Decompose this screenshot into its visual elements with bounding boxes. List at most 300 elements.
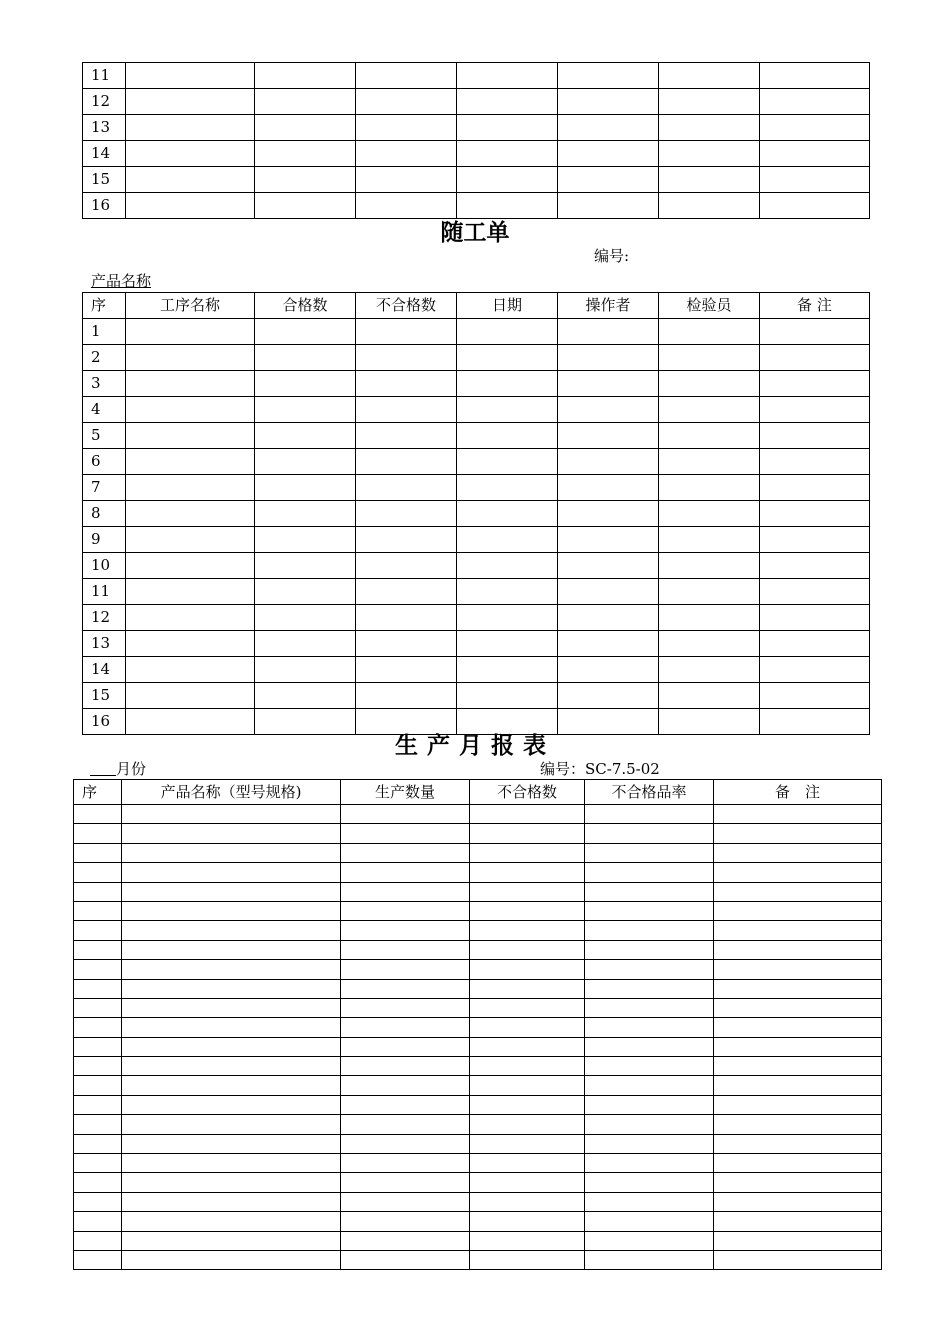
table-cell bbox=[470, 901, 585, 920]
table-row bbox=[83, 579, 870, 605]
table-cell bbox=[585, 1095, 714, 1114]
table-cell bbox=[470, 1250, 585, 1269]
table-cell bbox=[74, 1037, 122, 1056]
table-row bbox=[74, 979, 882, 998]
table-cell bbox=[714, 805, 882, 824]
table-cell bbox=[760, 89, 870, 115]
table-cell bbox=[122, 921, 341, 940]
table-cell bbox=[126, 501, 255, 527]
table-cell bbox=[457, 631, 558, 657]
table-cell bbox=[356, 449, 457, 475]
table-cell bbox=[585, 1250, 714, 1269]
table-cell bbox=[457, 319, 558, 345]
table-cell bbox=[74, 979, 122, 998]
table-cell bbox=[122, 1192, 341, 1211]
table-cell bbox=[356, 319, 457, 345]
table-row bbox=[83, 89, 870, 115]
table-cell bbox=[122, 1018, 341, 1037]
table-cell bbox=[585, 1057, 714, 1076]
table-cell bbox=[122, 1173, 341, 1192]
row-number: 14 bbox=[83, 141, 126, 167]
table-row bbox=[74, 824, 882, 843]
table-cell bbox=[714, 1154, 882, 1173]
header-qualified: 合格数 bbox=[255, 293, 356, 319]
table-cell bbox=[74, 805, 122, 824]
table-cell bbox=[74, 1250, 122, 1269]
table-cell bbox=[760, 501, 870, 527]
table-cell bbox=[760, 449, 870, 475]
header-inspector: 检验员 bbox=[659, 293, 760, 319]
table-row bbox=[83, 527, 870, 553]
table-cell bbox=[659, 553, 760, 579]
table-cell bbox=[585, 882, 714, 901]
table-row bbox=[74, 921, 882, 940]
table-cell bbox=[585, 901, 714, 920]
table-row bbox=[74, 1076, 882, 1095]
table-row bbox=[74, 1115, 882, 1134]
table-cell bbox=[585, 1134, 714, 1153]
table-row bbox=[83, 683, 870, 709]
table-cell bbox=[470, 1231, 585, 1250]
table-cell bbox=[659, 657, 760, 683]
row-number: 9 bbox=[83, 527, 126, 553]
row-number: 3 bbox=[83, 371, 126, 397]
header-remarks: 备 注 bbox=[714, 780, 882, 805]
table-cell bbox=[122, 940, 341, 959]
table-cell bbox=[74, 1154, 122, 1173]
table-cell bbox=[585, 1076, 714, 1095]
table-cell bbox=[341, 1115, 470, 1134]
table-cell bbox=[457, 397, 558, 423]
table-row bbox=[83, 553, 870, 579]
table-cell bbox=[126, 319, 255, 345]
table-cell bbox=[457, 141, 558, 167]
row-number: 8 bbox=[83, 501, 126, 527]
table-cell bbox=[341, 1057, 470, 1076]
table-cell bbox=[558, 449, 659, 475]
table-cell bbox=[341, 1095, 470, 1114]
table-cell bbox=[341, 1076, 470, 1095]
table-cell bbox=[255, 501, 356, 527]
table-row bbox=[74, 1173, 882, 1192]
table-cell bbox=[255, 449, 356, 475]
table-cell bbox=[558, 605, 659, 631]
table-cell bbox=[74, 940, 122, 959]
table-row bbox=[83, 345, 870, 371]
table-cell bbox=[122, 843, 341, 862]
table-cell bbox=[341, 1250, 470, 1269]
table-cell bbox=[714, 1018, 882, 1037]
table-cell bbox=[341, 1018, 470, 1037]
table-cell bbox=[585, 1115, 714, 1134]
table-cell bbox=[255, 89, 356, 115]
table-cell bbox=[356, 345, 457, 371]
table-cell bbox=[470, 960, 585, 979]
table-row bbox=[83, 501, 870, 527]
continued-table bbox=[82, 62, 870, 219]
header-production-qty: 生产数量 bbox=[341, 780, 470, 805]
table-cell bbox=[558, 683, 659, 709]
table-cell bbox=[558, 63, 659, 89]
table-cell bbox=[585, 843, 714, 862]
table-cell bbox=[714, 882, 882, 901]
table-cell bbox=[74, 960, 122, 979]
table-cell bbox=[558, 553, 659, 579]
table-cell bbox=[122, 1037, 341, 1056]
table-cell bbox=[470, 1037, 585, 1056]
monthly-report-table bbox=[73, 779, 882, 1270]
table-cell bbox=[356, 63, 457, 89]
table-cell bbox=[714, 1212, 882, 1231]
header-defect-rate: 不合格品率 bbox=[585, 780, 714, 805]
table-cell bbox=[341, 1154, 470, 1173]
row-number: 16 bbox=[83, 709, 126, 735]
table-cell bbox=[714, 1037, 882, 1056]
table-cell bbox=[126, 605, 255, 631]
table-cell bbox=[457, 657, 558, 683]
table-row bbox=[74, 1095, 882, 1114]
table-cell bbox=[255, 553, 356, 579]
row-number: 12 bbox=[83, 89, 126, 115]
table-cell bbox=[341, 1037, 470, 1056]
row-number: 15 bbox=[83, 167, 126, 193]
table-cell bbox=[341, 1173, 470, 1192]
table-cell bbox=[74, 998, 122, 1017]
row-number: 6 bbox=[83, 449, 126, 475]
table-row bbox=[83, 141, 870, 167]
monthly-header-row bbox=[74, 780, 882, 805]
table-cell bbox=[122, 1057, 341, 1076]
table-cell bbox=[341, 940, 470, 959]
table-row bbox=[74, 1037, 882, 1056]
table-cell bbox=[558, 631, 659, 657]
table-cell bbox=[659, 319, 760, 345]
table-cell bbox=[341, 805, 470, 824]
table-cell bbox=[585, 960, 714, 979]
table-cell bbox=[659, 63, 760, 89]
table-row bbox=[83, 631, 870, 657]
table-cell bbox=[74, 921, 122, 940]
table-cell bbox=[470, 863, 585, 882]
table-cell bbox=[659, 345, 760, 371]
table-cell bbox=[341, 824, 470, 843]
table-row bbox=[83, 63, 870, 89]
table-row bbox=[83, 657, 870, 683]
table-cell bbox=[122, 901, 341, 920]
table-cell bbox=[255, 605, 356, 631]
table-cell bbox=[457, 89, 558, 115]
table-cell bbox=[558, 167, 659, 193]
table-cell bbox=[714, 1076, 882, 1095]
monthly-report-title: 生产月报表 bbox=[395, 732, 555, 759]
table-cell bbox=[356, 371, 457, 397]
table-cell bbox=[341, 921, 470, 940]
table-cell bbox=[714, 1095, 882, 1114]
table-cell bbox=[659, 501, 760, 527]
table-row bbox=[74, 1231, 882, 1250]
table-cell bbox=[122, 1134, 341, 1153]
table-row bbox=[74, 863, 882, 882]
table-cell bbox=[760, 345, 870, 371]
row-number: 14 bbox=[83, 657, 126, 683]
table-cell bbox=[760, 371, 870, 397]
table-cell bbox=[457, 167, 558, 193]
table-row bbox=[74, 1154, 882, 1173]
table-row bbox=[74, 843, 882, 862]
table-cell bbox=[659, 527, 760, 553]
monthly-report-code-label: 编号：SC-7.5-02 bbox=[540, 760, 660, 778]
table-cell bbox=[585, 1154, 714, 1173]
table-cell bbox=[558, 115, 659, 141]
table-cell bbox=[122, 1212, 341, 1231]
table-cell bbox=[255, 683, 356, 709]
table-cell bbox=[74, 1192, 122, 1211]
table-cell bbox=[356, 683, 457, 709]
table-cell bbox=[585, 805, 714, 824]
row-number: 15 bbox=[83, 683, 126, 709]
table-row bbox=[83, 605, 870, 631]
table-cell bbox=[341, 1231, 470, 1250]
table-cell bbox=[714, 1173, 882, 1192]
table-cell bbox=[470, 940, 585, 959]
row-number: 2 bbox=[83, 345, 126, 371]
table-cell bbox=[255, 63, 356, 89]
table-cell bbox=[470, 979, 585, 998]
table-cell bbox=[74, 1231, 122, 1250]
table-cell bbox=[457, 553, 558, 579]
table-cell bbox=[356, 167, 457, 193]
table-cell bbox=[341, 863, 470, 882]
table-cell bbox=[659, 371, 760, 397]
table-cell bbox=[457, 527, 558, 553]
table-cell bbox=[585, 1212, 714, 1231]
table-row bbox=[74, 1057, 882, 1076]
table-cell bbox=[74, 1134, 122, 1153]
table-row bbox=[74, 998, 882, 1017]
table-cell bbox=[470, 1076, 585, 1095]
table-cell bbox=[126, 579, 255, 605]
table-cell bbox=[585, 998, 714, 1017]
table-cell bbox=[470, 1173, 585, 1192]
table-cell bbox=[457, 63, 558, 89]
table-cell bbox=[341, 1192, 470, 1211]
row-number: 12 bbox=[83, 605, 126, 631]
table-cell bbox=[470, 998, 585, 1017]
table-cell bbox=[126, 449, 255, 475]
table-cell bbox=[470, 1018, 585, 1037]
table-cell bbox=[470, 843, 585, 862]
table-cell bbox=[659, 579, 760, 605]
table-cell bbox=[356, 527, 457, 553]
table-cell bbox=[341, 882, 470, 901]
table-row bbox=[74, 1018, 882, 1037]
table-cell bbox=[558, 141, 659, 167]
table-cell bbox=[74, 1095, 122, 1114]
table-cell bbox=[122, 805, 341, 824]
table-cell bbox=[122, 979, 341, 998]
work-order-header-row bbox=[83, 293, 870, 319]
table-cell bbox=[714, 960, 882, 979]
table-row bbox=[83, 371, 870, 397]
table-cell bbox=[585, 863, 714, 882]
table-cell bbox=[659, 141, 760, 167]
table-cell bbox=[255, 115, 356, 141]
table-cell bbox=[714, 824, 882, 843]
table-cell bbox=[255, 475, 356, 501]
table-cell bbox=[122, 863, 341, 882]
table-cell bbox=[356, 89, 457, 115]
table-cell bbox=[659, 397, 760, 423]
table-cell bbox=[341, 1212, 470, 1231]
table-cell bbox=[714, 979, 882, 998]
header-seq: 序 bbox=[83, 293, 126, 319]
month-label: 月份 bbox=[116, 760, 147, 778]
row-number: 13 bbox=[83, 631, 126, 657]
table-cell bbox=[126, 371, 255, 397]
table-cell bbox=[122, 1076, 341, 1095]
table-cell bbox=[356, 605, 457, 631]
work-order-table bbox=[82, 292, 870, 735]
table-cell bbox=[760, 527, 870, 553]
month-field bbox=[90, 758, 146, 779]
table-cell bbox=[255, 167, 356, 193]
row-number: 11 bbox=[83, 579, 126, 605]
table-cell bbox=[558, 319, 659, 345]
table-row bbox=[74, 1134, 882, 1153]
table-cell bbox=[714, 998, 882, 1017]
table-cell bbox=[126, 657, 255, 683]
table-cell bbox=[457, 605, 558, 631]
table-cell bbox=[341, 979, 470, 998]
table-cell bbox=[558, 371, 659, 397]
table-cell bbox=[470, 1192, 585, 1211]
table-row bbox=[74, 960, 882, 979]
table-row bbox=[83, 475, 870, 501]
row-number: 16 bbox=[83, 193, 126, 219]
table-cell bbox=[558, 397, 659, 423]
header-process-name: 工序名称 bbox=[126, 293, 255, 319]
table-cell bbox=[126, 527, 255, 553]
table-cell bbox=[126, 115, 255, 141]
table-cell bbox=[585, 1173, 714, 1192]
table-cell bbox=[74, 1212, 122, 1231]
table-cell bbox=[714, 1134, 882, 1153]
table-cell bbox=[122, 1250, 341, 1269]
table-cell bbox=[470, 921, 585, 940]
table-cell bbox=[122, 998, 341, 1017]
work-order-title: 随工单 bbox=[440, 219, 510, 246]
table-cell bbox=[714, 921, 882, 940]
table-cell bbox=[558, 657, 659, 683]
table-cell bbox=[558, 527, 659, 553]
table-cell bbox=[255, 397, 356, 423]
work-order-code-label: 编号: bbox=[594, 247, 630, 265]
table-cell bbox=[760, 63, 870, 89]
table-cell bbox=[356, 501, 457, 527]
table-cell bbox=[585, 824, 714, 843]
table-cell bbox=[760, 167, 870, 193]
table-cell bbox=[558, 423, 659, 449]
table-cell bbox=[255, 319, 356, 345]
header-unqualified: 不合格数 bbox=[470, 780, 585, 805]
table-row bbox=[83, 115, 870, 141]
table-cell bbox=[74, 1057, 122, 1076]
table-cell bbox=[659, 423, 760, 449]
table-cell bbox=[126, 631, 255, 657]
table-cell bbox=[760, 475, 870, 501]
table-cell bbox=[126, 141, 255, 167]
table-cell bbox=[74, 824, 122, 843]
table-cell bbox=[470, 1057, 585, 1076]
table-row bbox=[74, 1192, 882, 1211]
table-cell bbox=[558, 579, 659, 605]
table-cell bbox=[659, 475, 760, 501]
table-cell bbox=[356, 475, 457, 501]
table-cell bbox=[760, 579, 870, 605]
table-row bbox=[74, 882, 882, 901]
table-cell bbox=[470, 1115, 585, 1134]
header-operator: 操作者 bbox=[558, 293, 659, 319]
table-cell bbox=[659, 631, 760, 657]
table-cell bbox=[714, 901, 882, 920]
table-cell bbox=[470, 805, 585, 824]
table-cell bbox=[356, 115, 457, 141]
table-cell bbox=[760, 553, 870, 579]
table-row bbox=[74, 1250, 882, 1269]
table-cell bbox=[341, 1134, 470, 1153]
table-cell bbox=[470, 1212, 585, 1231]
table-cell bbox=[126, 345, 255, 371]
table-row bbox=[83, 319, 870, 345]
table-cell bbox=[341, 960, 470, 979]
product-name-label: 产品名称 bbox=[91, 272, 152, 290]
table-cell bbox=[122, 1231, 341, 1250]
table-row bbox=[83, 449, 870, 475]
table-cell bbox=[470, 824, 585, 843]
table-cell bbox=[659, 683, 760, 709]
table-row bbox=[74, 1212, 882, 1231]
table-cell bbox=[760, 423, 870, 449]
table-cell bbox=[457, 475, 558, 501]
table-cell bbox=[457, 371, 558, 397]
table-cell bbox=[255, 657, 356, 683]
table-cell bbox=[341, 843, 470, 862]
table-cell bbox=[585, 1037, 714, 1056]
table-cell bbox=[558, 501, 659, 527]
table-cell bbox=[585, 940, 714, 959]
row-number: 7 bbox=[83, 475, 126, 501]
table-cell bbox=[122, 1115, 341, 1134]
table-cell bbox=[585, 1192, 714, 1211]
table-cell bbox=[457, 449, 558, 475]
table-cell bbox=[457, 579, 558, 605]
table-row bbox=[74, 901, 882, 920]
table-cell bbox=[341, 901, 470, 920]
table-cell bbox=[126, 63, 255, 89]
table-cell bbox=[255, 345, 356, 371]
header-date: 日期 bbox=[457, 293, 558, 319]
table-cell bbox=[585, 1018, 714, 1037]
table-cell bbox=[714, 1250, 882, 1269]
table-cell bbox=[356, 423, 457, 449]
table-row bbox=[83, 167, 870, 193]
table-cell bbox=[714, 1057, 882, 1076]
table-cell bbox=[74, 1018, 122, 1037]
table-cell bbox=[457, 115, 558, 141]
table-cell bbox=[341, 998, 470, 1017]
table-cell bbox=[255, 371, 356, 397]
table-cell bbox=[74, 863, 122, 882]
